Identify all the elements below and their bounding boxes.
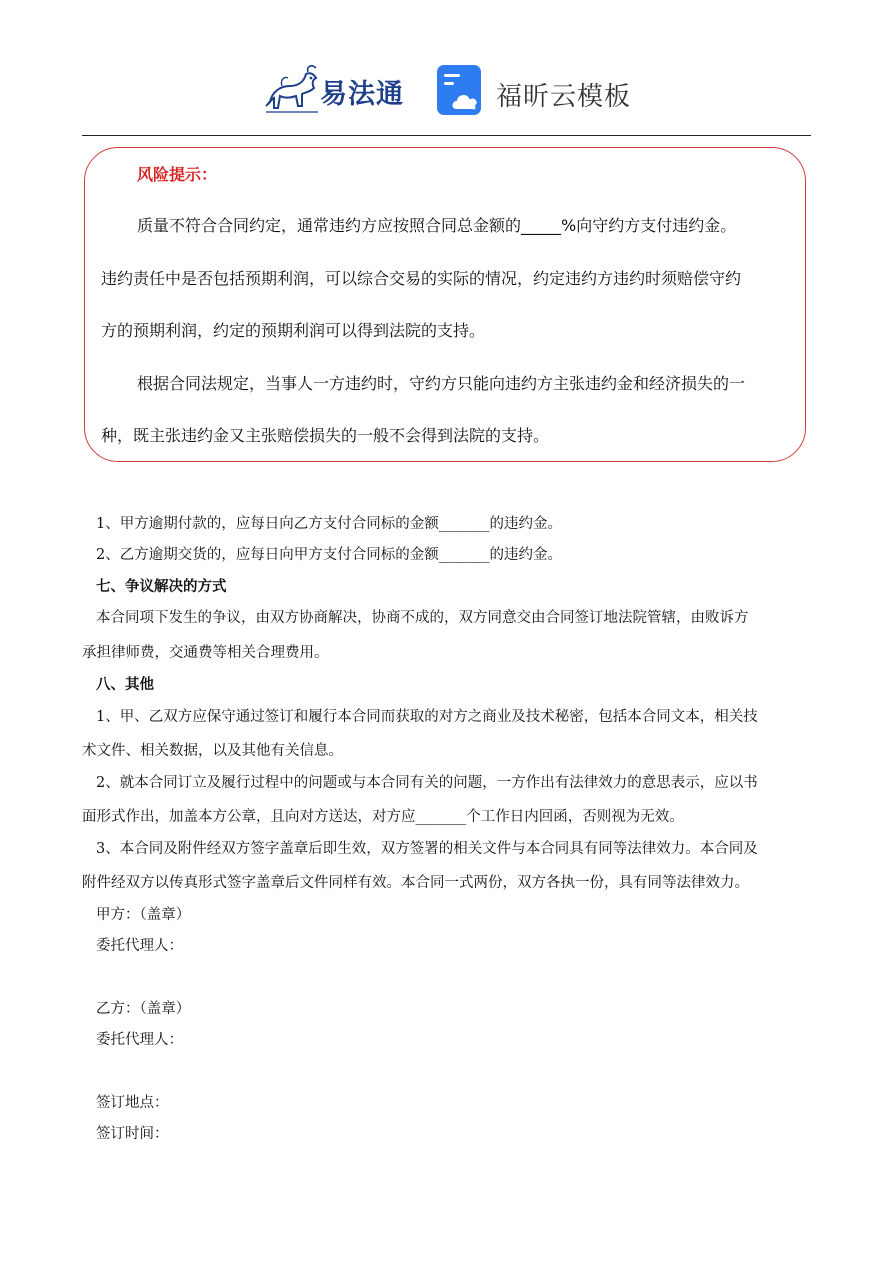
clause-line: 2、乙方逾期交货的，应每日向甲方支付合同标的金额_______的违约金。 (96, 547, 562, 563)
clause-line: 面形式作出，加盖本方公章，且向对方送达，对方应_______个工作日内回函，否则视为无效。 (82, 809, 684, 825)
section-heading: 七、争议解决的方式 (96, 578, 227, 595)
signing-place: 签订地点： (96, 1095, 169, 1111)
risk-notice-box (84, 147, 806, 462)
header-divider (82, 135, 811, 136)
clause-line: 3、本合同及附件经双方签字盖章后即生效，双方签署的相关文件与本合同具有同等法律效力。本合同及 (96, 841, 758, 857)
clause-line: 1、甲方逾期付款的，应每日向乙方支付合同标的金额_______的违约金。 (96, 516, 562, 532)
section-heading: 八、其他 (96, 676, 154, 693)
cloud-document-icon (436, 64, 488, 116)
risk-line: 违约责任中是否包括预期利润，可以综合交易的实际的情况，约定违约方违约时须赔偿守约 (101, 269, 742, 288)
party-b-agent: 委托代理人： (96, 1032, 183, 1048)
party-a-seal: 甲方：（盖章） (96, 907, 191, 923)
logo2-text: 福昕云模板 (496, 82, 632, 112)
yifatong-logo (262, 62, 412, 118)
fuxin-logo (436, 64, 636, 120)
clause-line: 术文件、相关数据，以及其他有关信息。 (82, 743, 343, 759)
clause-line: 承担律师费，交通费等相关合理费用。 (82, 645, 329, 661)
signing-time: 签订时间： (96, 1126, 169, 1142)
risk-line: 根据合同法规定，当事人一方违约时，守约方只能向违约方主张违约金和经济损失的一 (137, 374, 746, 393)
risk-line: 种，既主张违约金又主张赔偿损失的一般不会得到法院的支持。 (101, 426, 550, 445)
party-a-agent: 委托代理人： (96, 938, 183, 954)
clause-line: 本合同项下发生的争议，由双方协商解决，协商不成的，双方同意交由合同签订地法院管辖，由败诉方 (96, 610, 749, 626)
clause-line: 附件经双方以传真形式签字盖章后文件同样有效。本合同一式两份，双方各执一份，具有同等法律效力。 (82, 875, 749, 891)
page-header (0, 60, 893, 124)
qilin-icon (262, 62, 322, 118)
logo1-text: 易法通 (320, 79, 404, 110)
clause-line: 2、就本合同订立及履行过程中的问题或与本合同有关的问题，一方作出有法律效力的意思表示，应以书 (96, 775, 758, 791)
risk-title: 风险提示： (137, 165, 218, 184)
clause-line: 1、甲、乙双方应保守通过签订和履行本合同而获取的对方之商业及技术秘密，包括本合同文本，相关技 (96, 709, 758, 725)
risk-line: 方的预期利润，约定的预期利润可以得到法院的支持。 (101, 321, 486, 340)
risk-line: 质量不符合合同约定，通常违约方应按照合同总金额的_____%向守约方支付违约金。 (137, 216, 737, 235)
party-b-seal: 乙方：（盖章） (96, 1001, 191, 1017)
